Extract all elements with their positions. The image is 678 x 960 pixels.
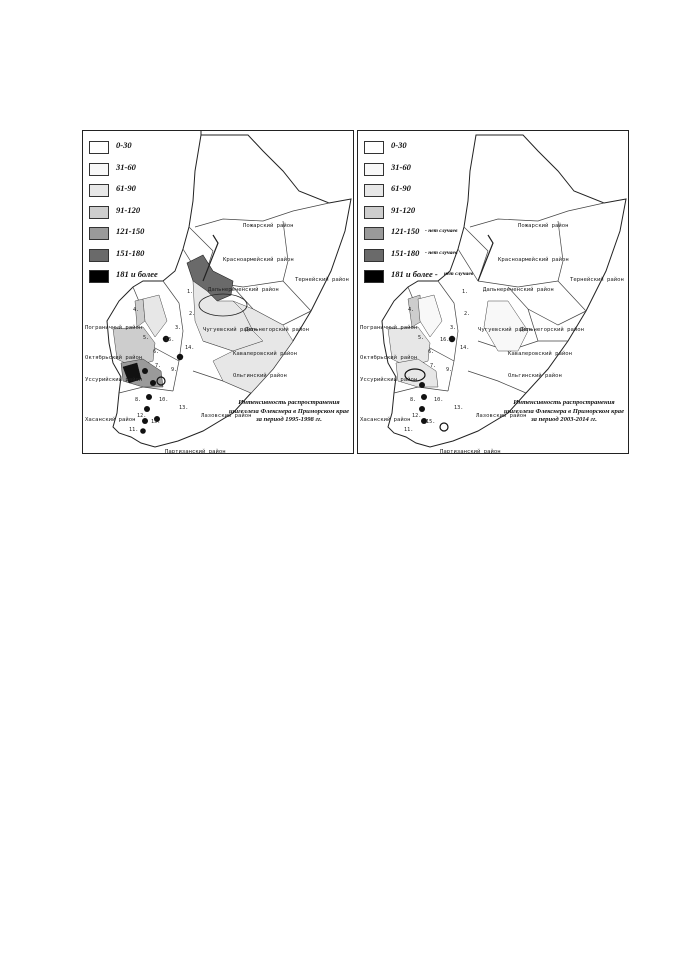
legend-swatch bbox=[89, 184, 109, 197]
area-number: 16. bbox=[165, 337, 175, 343]
legend-label: 181 и более - bbox=[391, 269, 438, 279]
legend-row bbox=[364, 225, 474, 247]
map-panel-1995-1998 bbox=[82, 130, 354, 454]
legend-row bbox=[364, 182, 474, 204]
area-number: 2. bbox=[464, 311, 471, 317]
legend-swatch bbox=[364, 206, 384, 219]
area-number: 3. bbox=[175, 325, 182, 331]
district-khasansky: Хасанский район bbox=[85, 417, 136, 423]
legend-row bbox=[364, 204, 474, 226]
legend-swatch bbox=[89, 141, 109, 154]
district-pozharsky: Пожарский район bbox=[243, 223, 294, 229]
legend-label: 151-180 bbox=[116, 247, 145, 258]
legend-note: - нет случаев bbox=[425, 228, 458, 234]
area-number: 6. bbox=[153, 349, 160, 355]
legend-row bbox=[364, 139, 474, 161]
district-oktyabrsky: Октябрьский район bbox=[360, 355, 418, 361]
legend-swatch bbox=[364, 141, 384, 154]
legend-label: 121-150 bbox=[116, 226, 145, 236]
area-number: 16. bbox=[440, 337, 450, 343]
map-panel-2003-2014 bbox=[357, 130, 629, 454]
area-number: 3. bbox=[450, 325, 457, 331]
area-number: 4. bbox=[408, 307, 415, 313]
district-pogranichny: Пограничный район bbox=[85, 325, 143, 331]
area-number: 10. bbox=[434, 397, 444, 403]
area-number: 13. bbox=[454, 405, 464, 411]
district-krasnoarmeysky: Красноармейский район bbox=[223, 257, 294, 263]
legend-label: 31-60 bbox=[116, 161, 136, 172]
legend-note: нет случаев bbox=[444, 271, 474, 277]
legend-row bbox=[89, 225, 199, 247]
area-number: 12. bbox=[137, 413, 147, 419]
district-krasnoarmeysky: Красноармейский район bbox=[498, 257, 569, 263]
district-olginsky: Ольгинский район bbox=[233, 373, 287, 379]
legend-swatch bbox=[89, 206, 109, 219]
legend-label: 181 и более bbox=[116, 269, 158, 279]
legend-swatch bbox=[89, 163, 109, 176]
area-number: 12. bbox=[412, 413, 422, 419]
legend-label: 0-30 bbox=[116, 140, 132, 150]
area-number: 1. bbox=[462, 289, 469, 295]
legend-label: 0-30 bbox=[391, 140, 407, 150]
legend-label: 151-180 bbox=[391, 247, 420, 258]
district-partizansky: Партизанский район bbox=[165, 449, 226, 455]
area-number: 5. bbox=[418, 335, 425, 341]
area-number: 14. bbox=[185, 345, 195, 351]
area-number: 15. bbox=[151, 419, 161, 425]
area-number: 11. bbox=[129, 427, 139, 433]
legend bbox=[89, 139, 199, 290]
district-pogranichny: Пограничный район bbox=[360, 325, 418, 331]
legend-label: 121-150 bbox=[391, 226, 420, 236]
district-kavalerovsky: Кавалеровский район bbox=[508, 351, 572, 357]
district-lazovsky: Лазовский район bbox=[201, 413, 252, 419]
district-olginsky: Ольгинский район bbox=[508, 373, 562, 379]
legend-label: 31-60 bbox=[391, 161, 411, 172]
district-ussuriysky: Уссурийский район bbox=[360, 377, 418, 383]
legend-row bbox=[364, 161, 474, 183]
district-pozharsky: Пожарский район bbox=[518, 223, 569, 229]
area-number: 9. bbox=[171, 367, 178, 373]
legend-label: 91-120 bbox=[391, 204, 416, 215]
map-caption: Интенсивность распространения шигеллеза Флекснера в Приморском крае за период 1995-1998 гг. bbox=[228, 399, 350, 423]
district-dalnegorsky: Дальнегорский район bbox=[520, 327, 584, 333]
area-number: 2. bbox=[189, 311, 196, 317]
legend-label: 91-120 bbox=[116, 204, 141, 215]
area-number: 9. bbox=[446, 367, 453, 373]
legend-swatch bbox=[364, 249, 384, 262]
legend-row bbox=[89, 204, 199, 226]
district-oktyabrsky: Октябрьский район bbox=[85, 355, 143, 361]
district-terneysky: Тернейский район bbox=[570, 277, 624, 283]
legend-row bbox=[89, 161, 199, 183]
area-number: 10. bbox=[159, 397, 169, 403]
area-number: 1. bbox=[187, 289, 194, 295]
legend-row bbox=[364, 268, 474, 290]
area-number: 4. bbox=[133, 307, 140, 313]
district-ussuriysky: Уссурийский район bbox=[85, 377, 143, 383]
district-dalnerechensky: Дальнереченский район bbox=[483, 287, 554, 293]
district-dalnerechensky: Дальнереченский район bbox=[208, 287, 279, 293]
area-number: 8. bbox=[410, 397, 417, 403]
area-number: 8. bbox=[135, 397, 142, 403]
area-number: 14. bbox=[460, 345, 470, 351]
legend-row bbox=[364, 247, 474, 269]
legend-row bbox=[89, 139, 199, 161]
district-dalnegorsky: Дальнегорский район bbox=[245, 327, 309, 333]
legend-row bbox=[89, 182, 199, 204]
legend-note: - нет случаев bbox=[425, 249, 458, 256]
legend-label: 61-90 bbox=[391, 183, 411, 193]
area-number: 7. bbox=[430, 363, 437, 369]
legend-swatch bbox=[364, 227, 384, 240]
legend-swatch bbox=[364, 163, 384, 176]
legend-label: 61-90 bbox=[116, 183, 136, 193]
area-number: 13. bbox=[179, 405, 189, 411]
map-caption: Интенсивность распространения шигеллеза Флекснера в Приморском крае за период 2003-2014 гг. bbox=[503, 399, 625, 423]
area-number: 15. bbox=[426, 419, 436, 425]
legend-row bbox=[89, 268, 199, 290]
legend-row bbox=[89, 247, 199, 269]
area-number: 6. bbox=[428, 349, 435, 355]
district-chuguevsky: Чугуевский район bbox=[203, 327, 257, 333]
area-number: 11. bbox=[404, 427, 414, 433]
district-khasansky: Хасанский район bbox=[360, 417, 411, 423]
district-lazovsky: Лазовский район bbox=[476, 413, 527, 419]
district-partizansky: Партизанский район bbox=[440, 449, 501, 455]
district-chuguevsky: Чугуевский район bbox=[478, 327, 532, 333]
legend-swatch bbox=[89, 270, 109, 283]
area-number: 7. bbox=[155, 363, 162, 369]
legend-swatch bbox=[89, 249, 109, 262]
legend bbox=[364, 139, 474, 290]
legend-swatch bbox=[364, 184, 384, 197]
district-terneysky: Тернейский район bbox=[295, 277, 349, 283]
area-number: 5. bbox=[143, 335, 150, 341]
legend-swatch bbox=[364, 270, 384, 283]
district-kavalerovsky: Кавалеровский район bbox=[233, 351, 297, 357]
legend-swatch bbox=[89, 227, 109, 240]
